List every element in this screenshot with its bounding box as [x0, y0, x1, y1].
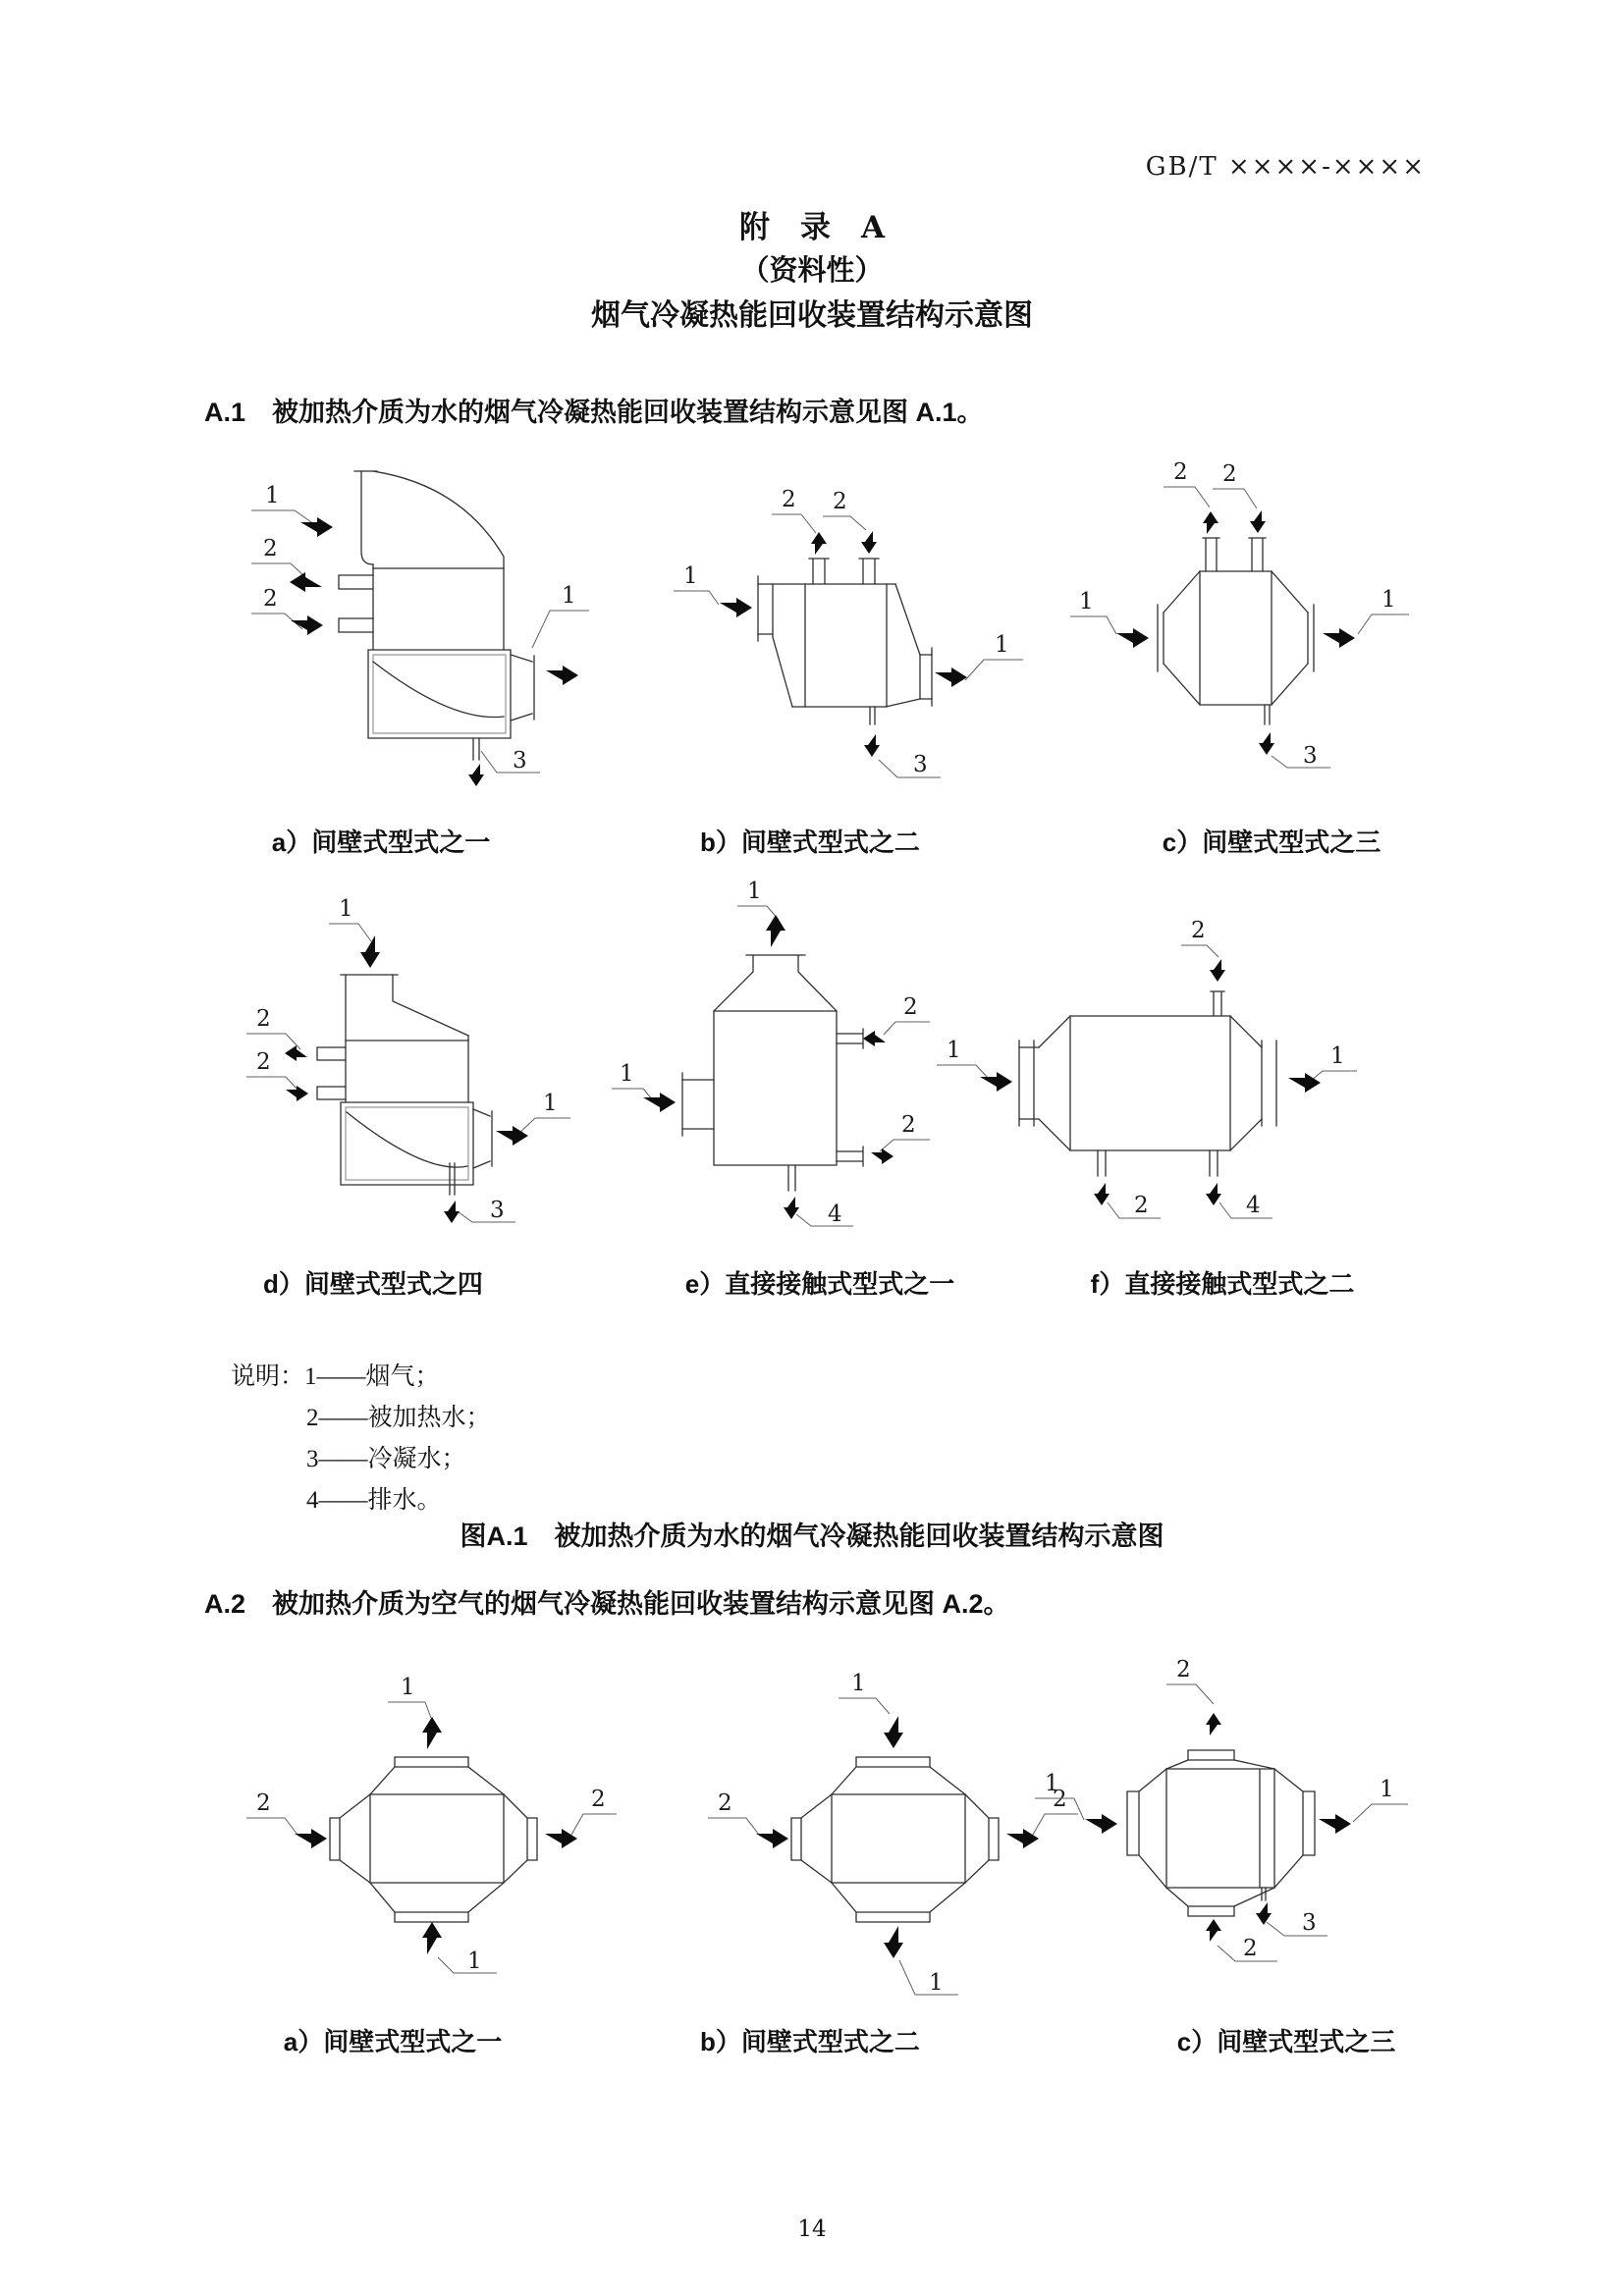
figure-a1a-diagram [165, 454, 597, 822]
flow-arrow-icon [291, 615, 323, 635]
figure-a2c-diagram [1031, 1649, 1542, 2002]
marker-label: 2 [256, 1790, 271, 1816]
marker-label: 1 [562, 583, 576, 609]
vessel-outline [682, 955, 863, 1191]
figure-a1b-caption: b）间壁式型式之二 [700, 828, 920, 857]
appendix-subject: 烟气冷凝热能回收装置结构示意图 [591, 299, 1033, 332]
flow-arrow-icon [766, 915, 785, 947]
marker-label: 1 [747, 879, 762, 904]
vessel-outline [1158, 538, 1314, 724]
figure-a1f-diagram [933, 898, 1542, 1252]
leader-lines [246, 924, 570, 1222]
diagram-number-labels [947, 918, 1345, 1218]
flow-arrow-icon [422, 1717, 442, 1749]
figure-a2b-caption: b）间壁式型式之二 [700, 2027, 920, 2056]
figure-a2b-diagram [628, 1659, 1080, 2012]
leader-lines [612, 906, 930, 1226]
leader-lines [1070, 487, 1409, 768]
flow-arrow-icon [468, 764, 484, 786]
flow-arrow-icon [295, 1829, 327, 1848]
marker-label: 3 [1303, 743, 1318, 769]
marker-label: 2 [1176, 1657, 1191, 1682]
flow-arrow-icon [444, 1201, 460, 1223]
legend-item: 2——被加热水； [306, 1405, 491, 1431]
marker-label: 1 [1045, 1771, 1059, 1796]
marker-label: 1 [620, 1061, 634, 1087]
flow-arrow-icon [1323, 628, 1355, 648]
vessel-outline [1019, 991, 1276, 1176]
vessel-outline [1127, 1750, 1315, 1916]
legend-title: 说明： [231, 1363, 305, 1390]
marker-label: 1 [1380, 1777, 1394, 1802]
flow-arrow-icon [1206, 1713, 1221, 1735]
flow-arrow-icon [1256, 1902, 1272, 1925]
flow-arrow-icon [1288, 1073, 1321, 1093]
figure-a1c-caption: c）间壁式型式之三 [1162, 828, 1381, 857]
flow-arrow-icon [871, 1148, 893, 1164]
legend-line [231, 1357, 440, 1392]
marker-label: 3 [490, 1198, 505, 1223]
marker-label: 2 [591, 1787, 606, 1812]
vessel-outline [339, 471, 534, 760]
figure-a2a-caption: a）间壁式型式之一 [283, 2027, 503, 2056]
flow-arrow-icon [545, 1829, 577, 1848]
marker-label: 1 [929, 1970, 944, 1996]
marker-label: 1 [1079, 589, 1094, 614]
marker-label: 2 [263, 586, 278, 612]
marker-label: 1 [543, 1091, 558, 1116]
flow-arrow-icon [811, 532, 827, 555]
marker-label: 2 [1243, 1936, 1258, 1961]
marker-label: 3 [913, 752, 928, 777]
marker-label: 2 [833, 489, 847, 514]
informative-label: （资料性） [740, 255, 884, 287]
diagram-number-labels [683, 487, 1009, 777]
section-a2-heading: A.2 被加热介质为空气的烟气冷凝热能回收装置结构示意见图 A.2。 [204, 1589, 1010, 1619]
flow-arrow-icon [300, 517, 333, 537]
leader-lines [1035, 1684, 1408, 1961]
marker-label: 1 [851, 1671, 866, 1696]
flow-arrow-icon [1094, 1183, 1110, 1205]
flow-arrow-icon [643, 1093, 676, 1112]
marker-label: 3 [513, 748, 527, 774]
marker-label: 2 [1053, 1787, 1067, 1812]
marker-label: 2 [256, 1006, 271, 1032]
figure-a1-caption: 图A.1 被加热介质为水的烟气冷凝热能回收装置结构示意图 [460, 1522, 1164, 1551]
legend-item: 3——冷凝水； [306, 1446, 466, 1472]
flow-arrow-icon [784, 1197, 799, 1219]
vessel-outline [791, 1757, 999, 1922]
leader-lines [674, 514, 1023, 777]
marker-label: 1 [683, 563, 698, 589]
flow-arrow-icon [285, 1045, 307, 1061]
flow-arrow-icon [1203, 511, 1218, 534]
vessel-outline [758, 559, 932, 724]
page-number: 14 [797, 2216, 827, 2242]
diagram-number-labels [620, 879, 918, 1227]
marker-label: 1 [265, 483, 280, 508]
vessel-outline [330, 1757, 537, 1922]
flow-arrow-icon [546, 666, 578, 685]
marker-label: 2 [1173, 459, 1188, 485]
flow-arrow-icon [720, 598, 752, 617]
marker-label: 2 [1134, 1193, 1149, 1218]
figure-a1c-diagram [1065, 442, 1537, 825]
flow-arrow-icon [884, 1716, 903, 1748]
marker-label: 4 [828, 1201, 842, 1227]
figure-a1e-caption: e）直接接触式型式之一 [684, 1269, 955, 1299]
marker-label: 2 [256, 1049, 271, 1075]
figure-a2a-diagram [167, 1659, 619, 2012]
marker-label: 1 [947, 1038, 961, 1063]
figure-a1d-diagram [162, 879, 584, 1252]
marker-label: 1 [467, 1949, 482, 1974]
marker-label: 2 [782, 487, 796, 512]
flow-arrow-icon [756, 1829, 788, 1848]
page-header: GB/T ××××-×××× [1145, 152, 1426, 182]
flow-arrow-icon [422, 1922, 442, 1954]
appendix-title: 附 录 A [738, 210, 886, 245]
marker-label: 1 [995, 632, 1009, 658]
flow-arrow-icon [935, 667, 967, 687]
marker-label: 1 [401, 1675, 415, 1700]
marker-label: 1 [1381, 587, 1396, 613]
marker-label: 2 [901, 1112, 916, 1138]
legend-item: 1——烟气； [304, 1363, 440, 1390]
marker-label: 2 [1191, 918, 1206, 943]
marker-label: 2 [263, 536, 278, 561]
flow-arrow-icon [863, 1031, 886, 1046]
diagram-number-labels [1079, 459, 1396, 769]
flow-arrow-icon [286, 1086, 308, 1101]
marker-label: 2 [1222, 461, 1237, 487]
flow-arrow-icon [1085, 1814, 1117, 1834]
figure-a2c-caption: c）间壁式型式之三 [1176, 2027, 1396, 2056]
marker-label: 2 [903, 994, 918, 1020]
section-a1-heading: A.1 被加热介质为水的烟气冷凝热能回收装置结构示意见图 A.1。 [204, 398, 984, 427]
flow-arrow-icon [884, 1926, 903, 1958]
vessel-outline [317, 975, 492, 1195]
flow-arrow-icon [864, 734, 880, 757]
flow-arrow-icon [290, 572, 322, 592]
figure-a1d-caption: d）间壁式型式之四 [263, 1269, 483, 1299]
marker-label: 3 [1302, 1910, 1317, 1936]
flow-arrow-icon [1250, 510, 1266, 533]
marker-label: 1 [339, 896, 353, 922]
flow-arrow-icon [1210, 959, 1225, 982]
flow-arrow-icon [861, 531, 877, 554]
flow-arrow-icon [1319, 1814, 1351, 1834]
flow-arrow-icon [1259, 732, 1274, 755]
flow-arrow-icon [1116, 628, 1149, 648]
flow-arrow-icon [1206, 1183, 1221, 1205]
legend-item: 4——排水。 [306, 1487, 442, 1514]
figure-a1a-caption: a）间壁式型式之一 [271, 828, 491, 857]
marker-label: 2 [718, 1790, 732, 1816]
marker-label: 1 [1330, 1043, 1345, 1069]
figure-a1f-caption: f）直接接触式型式之二 [1090, 1269, 1355, 1299]
flow-arrow-icon [1206, 1919, 1221, 1942]
figure-a1b-diagram [589, 454, 1031, 822]
marker-label: 4 [1246, 1193, 1261, 1218]
diagram-number-labels [256, 896, 558, 1223]
